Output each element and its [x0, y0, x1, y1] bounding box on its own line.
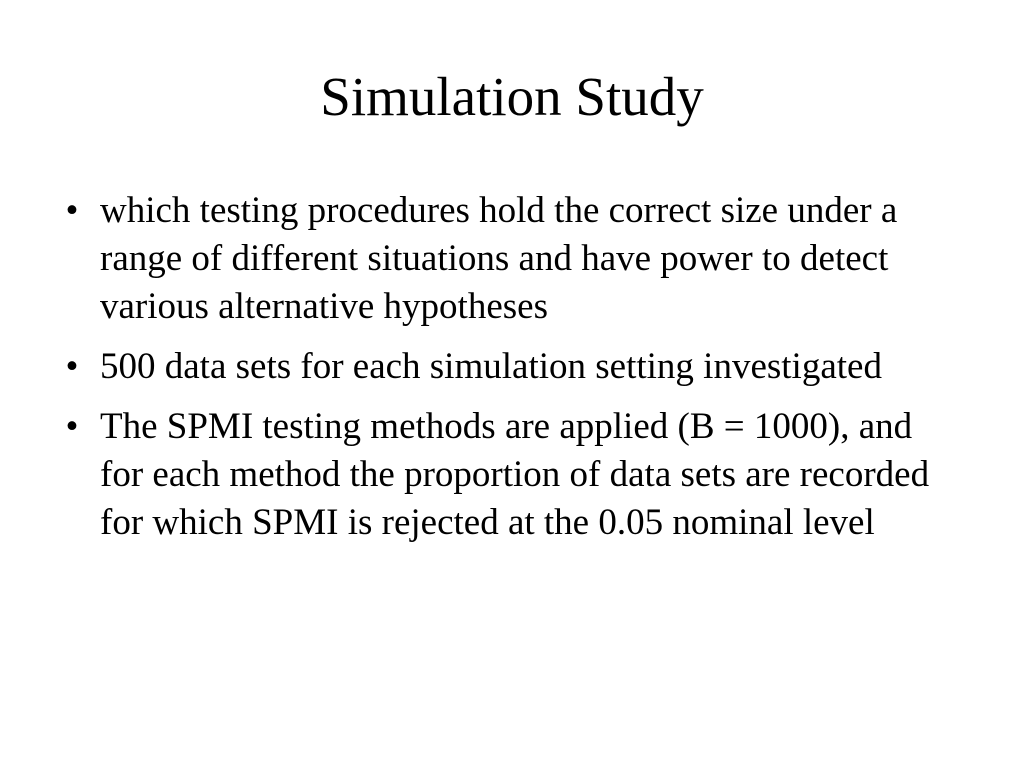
- bullet-icon: •: [65, 406, 79, 447]
- bullet-list: [60, 187, 960, 559]
- bullet-text: which testing procedures hold the correct size under a range of different situations and have power to detect various alternative hypotheses: [100, 190, 898, 327]
- bullet-item: [60, 403, 960, 547]
- slide-title: Simulation Study: [320, 66, 704, 127]
- bullet-icon: •: [65, 346, 79, 387]
- bullet-text: 500 data sets for each simulation setting investigated: [100, 346, 882, 387]
- bullet-item: [60, 343, 960, 391]
- bullet-icon: •: [65, 190, 79, 231]
- bullet-item: [60, 187, 960, 331]
- bullet-text: The SPMI testing methods are applied (B = 1000), and for each method the proportion of data sets are recorded for which SPMI is rejected at the 0.05 nominal level: [100, 406, 930, 543]
